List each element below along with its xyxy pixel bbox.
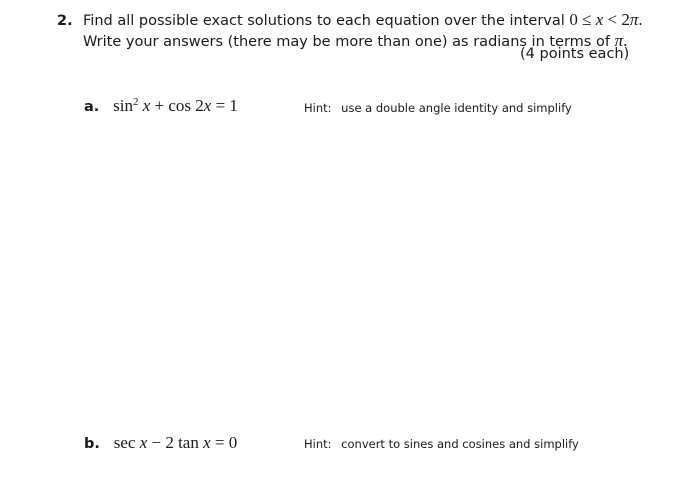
eq-b-equals: = bbox=[214, 433, 225, 452]
interval-op2: < bbox=[607, 10, 618, 29]
interval-upper-coef: 2 bbox=[621, 10, 630, 29]
eq-a-coef: 2 bbox=[195, 96, 204, 115]
part-b-label: b. bbox=[84, 436, 100, 452]
eq-a-fn1: sin bbox=[113, 96, 133, 115]
eq-b-coef: 2 bbox=[165, 433, 174, 452]
interval-expression bbox=[569, 10, 642, 29]
part-b-equation bbox=[114, 433, 238, 452]
pi-symbol: π bbox=[614, 31, 624, 50]
interval-end: . bbox=[638, 10, 643, 29]
eq-a-var2: x bbox=[203, 96, 212, 115]
line2-end: . bbox=[623, 31, 628, 50]
problem-line-1 bbox=[57, 10, 657, 31]
eq-a-exponent: 2 bbox=[132, 96, 139, 108]
problem-line2-text: Write your answers (there may be more than one) as radians in terms of bbox=[83, 34, 610, 50]
problem-number-value: 2 bbox=[57, 13, 68, 29]
hint-a-text: use a double angle identity and simplify bbox=[341, 101, 572, 115]
interval-op1: ≤ bbox=[582, 10, 592, 29]
hint-b bbox=[304, 437, 579, 451]
eq-b-fn1: sec bbox=[113, 433, 136, 452]
hint-a-key: Hint: bbox=[304, 101, 332, 115]
eq-b-fn2: tan bbox=[178, 433, 199, 452]
interval-lower: 0 bbox=[569, 10, 578, 29]
hint-a bbox=[304, 101, 572, 115]
problem-intro-text: Find all possible exact solutions to each equation over the interval bbox=[83, 13, 565, 29]
eq-b-minus: − bbox=[151, 433, 162, 452]
eq-a-fn2: cos bbox=[168, 96, 192, 115]
interval-var: x bbox=[595, 10, 604, 29]
eq-b-var2: x bbox=[203, 433, 211, 452]
hint-b-text: convert to sines and cosines and simplify bbox=[341, 437, 579, 451]
hint-b-key: Hint: bbox=[304, 437, 332, 451]
part-b bbox=[84, 433, 237, 453]
part-a-label: a. bbox=[84, 99, 100, 115]
eq-a-var1: x bbox=[142, 96, 151, 115]
interval-upper-symbol: π bbox=[629, 10, 639, 29]
eq-b-rhs: 0 bbox=[228, 433, 238, 452]
eq-b-var1: x bbox=[139, 433, 148, 452]
points-note: (4 points each) bbox=[520, 46, 630, 62]
eq-a-rhs: 1 bbox=[229, 96, 238, 115]
eq-a-equals: = bbox=[215, 96, 226, 115]
problem-number: 2. bbox=[57, 13, 73, 29]
part-a bbox=[84, 96, 238, 116]
eq-a-plus: + bbox=[154, 96, 165, 115]
part-a-equation bbox=[113, 96, 238, 115]
